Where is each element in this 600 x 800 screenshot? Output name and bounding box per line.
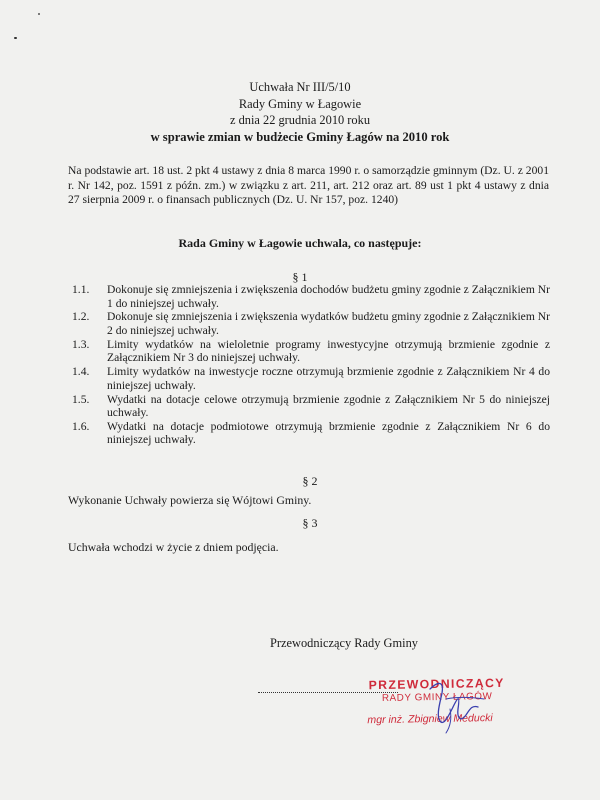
- list-item: [72, 338, 550, 365]
- legal-basis-paragraph: Na podstawie art. 18 ust. 2 pkt 4 ustawy z dnia 8 marca 1990 r. o samorządzie gminnym (Dz. U. z 2001 r. Nr 142, poz. 1591 z późn. zm.) w związku z art. 211, art. 212 oraz art. 89 ust 1 pkt 4 ustawy z dnia 27 sierpnia 2009 r. o finansach publicznych (Dz. U. Nr 157, poz. 1240): [68, 164, 549, 206]
- item-text: Wydatki na dotacje podmiotowe otrzymują brzmienie zgodnie z Załącznikiem Nr 6 do niniejszej uchwały.: [107, 419, 550, 447]
- list-item: [72, 283, 550, 310]
- item-number: 1.6.: [72, 419, 90, 433]
- item-number: 1.4.: [72, 365, 90, 379]
- section-2-heading: § 2: [302, 474, 318, 488]
- list-item: [72, 393, 550, 420]
- item-number: 1.2.: [72, 310, 90, 324]
- resolution-date: z dnia 22 grudnia 2010 roku: [229, 113, 371, 127]
- chairman-title: Przewodniczący Rady Gminy: [270, 636, 418, 650]
- list-item: [72, 420, 550, 447]
- section-3-heading: § 3: [302, 516, 318, 530]
- list-item: [72, 310, 550, 337]
- resolution-number: Uchwała Nr III/5/10: [249, 80, 351, 94]
- item-text: Limity wydatków na inwestycje roczne otrzymują brzmienie zgodnie z Załącznikiem Nr 4 do niniejszej uchwały.: [107, 365, 550, 392]
- item-text: Wydatki na dotacje celowe otrzymują brzmienie zgodnie z Załącznikiem Nr 5 do niniejszej uchwały.: [107, 392, 550, 420]
- stamp-title: PRZEWODNICZĄCY: [368, 675, 505, 693]
- handwritten-signature-icon: [400, 675, 520, 735]
- section-1-heading: § 1: [292, 270, 308, 284]
- stamp-name: mgr inż. Zbigniew Meducki: [367, 712, 493, 727]
- item-number: 1.1.: [72, 283, 90, 296]
- item-number: 1.5.: [72, 392, 90, 406]
- list-item: [72, 365, 550, 392]
- scan-speck: [38, 13, 40, 15]
- section-3-text: Uchwała wchodzi w życie z dniem podjęcia.: [68, 540, 279, 554]
- item-text: Dokonuje się zmniejszenia i zwiększenia dochodów budżetu gminy zgodnie z Załącznikiem Nr 1 do niniejszej uchwały.: [107, 283, 550, 310]
- section-2-text: Wykonanie Uchwały powierza się Wójtowi Gminy.: [68, 493, 312, 507]
- item-text: Limity wydatków na wieloletnie programy inwestycyjne otrzymują brzmienie zgodnie z Załącznikiem Nr 3 do niniejszej uchwały.: [107, 337, 550, 365]
- resolution-intro: Rada Gminy w Łagowie uchwala, co następuje:: [178, 236, 422, 250]
- issuing-body: Rady Gminy w Łagowie: [238, 97, 362, 111]
- item-text: Dokonuje się zmniejszenia i zwiększenia wydatków budżetu gminy zgodnie z Załącznikiem Nr 2 do niniejszej uchwały.: [107, 310, 550, 337]
- stamp-subtitle: RADY GMINY ŁAGÓW: [381, 691, 493, 704]
- scan-speck: [14, 37, 17, 39]
- section-1-list: [72, 283, 550, 447]
- resolution-subject: w sprawie zmian w budżecie Gminy Łagów na 2010 rok: [150, 130, 450, 144]
- item-number: 1.3.: [72, 337, 90, 351]
